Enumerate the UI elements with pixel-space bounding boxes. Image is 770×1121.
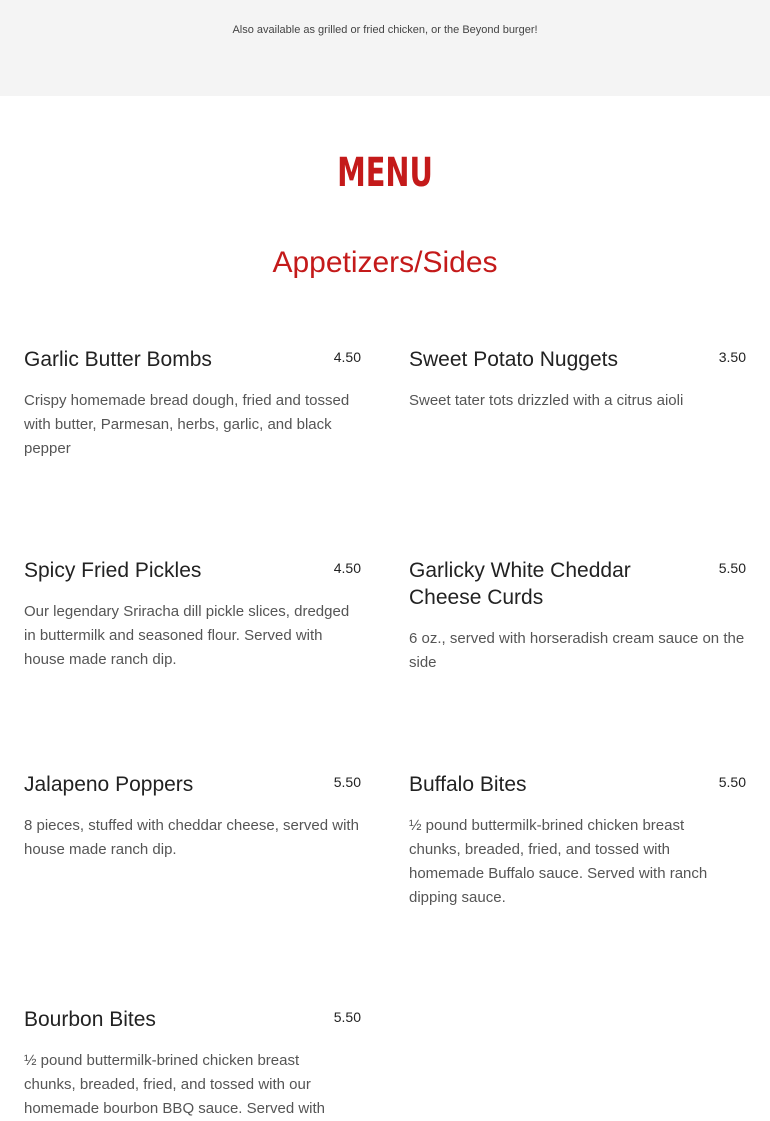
menu-item-price: 4.50 — [333, 560, 361, 576]
menu-item-description: Our legendary Sriracha dill pickle slices, dredged in buttermilk and seasoned flour. Served with house made ranch dip. — [24, 603, 350, 668]
menu-item-description: Sweet tater tots drizzled with a citrus aioli — [409, 392, 684, 409]
menu-item-price: 5.50 — [333, 774, 361, 790]
section-heading: Appetizers/Sides — [272, 246, 498, 279]
menu-item-price: 5.50 — [718, 774, 746, 790]
menu-item-description: 8 pieces, stuffed with cheddar cheese, served with house made ranch dip. — [24, 817, 359, 858]
menu-title: MENU — [337, 150, 433, 196]
menu-item-description: ½ pound buttermilk-brined chicken breast chunks, breaded, fried, and tossed with homemade Buffalo sauce. Served with ranch dipping sauce. — [409, 817, 708, 906]
menu-item-price: 5.50 — [718, 560, 746, 576]
banner-note: Also available as grilled or fried chicken, or the Beyond burger! — [232, 24, 538, 36]
menu-item-description: ½ pound buttermilk-brined chicken breast chunks, breaded, fried, and tossed with our homemade bourbon BBQ sauce. Served with — [24, 1052, 326, 1117]
top-banner — [0, 0, 770, 96]
menu-item-name: Sweet Potato Nuggets — [409, 348, 618, 371]
menu-item-name: Garlic Butter Bombs — [24, 348, 212, 371]
menu-item-name: Bourbon Bites — [24, 1008, 156, 1031]
menu-item-name: Spicy Fried Pickles — [24, 559, 202, 582]
menu-item-name: Jalapeno Poppers — [24, 773, 194, 796]
menu-item-price: 5.50 — [333, 1009, 361, 1025]
menu-item-price: 4.50 — [333, 349, 361, 365]
menu-item-name: Garlicky White Cheddar Cheese Curds — [409, 559, 631, 609]
menu-item-price: 3.50 — [718, 349, 746, 365]
menu-item-description: 6 oz., served with horseradish cream sauce on the side — [409, 630, 745, 671]
menu-item-description: Crispy homemade bread dough, fried and tossed with butter, Parmesan, herbs, garlic, and black pepper — [24, 392, 350, 457]
menu-item-name: Buffalo Bites — [409, 773, 527, 796]
